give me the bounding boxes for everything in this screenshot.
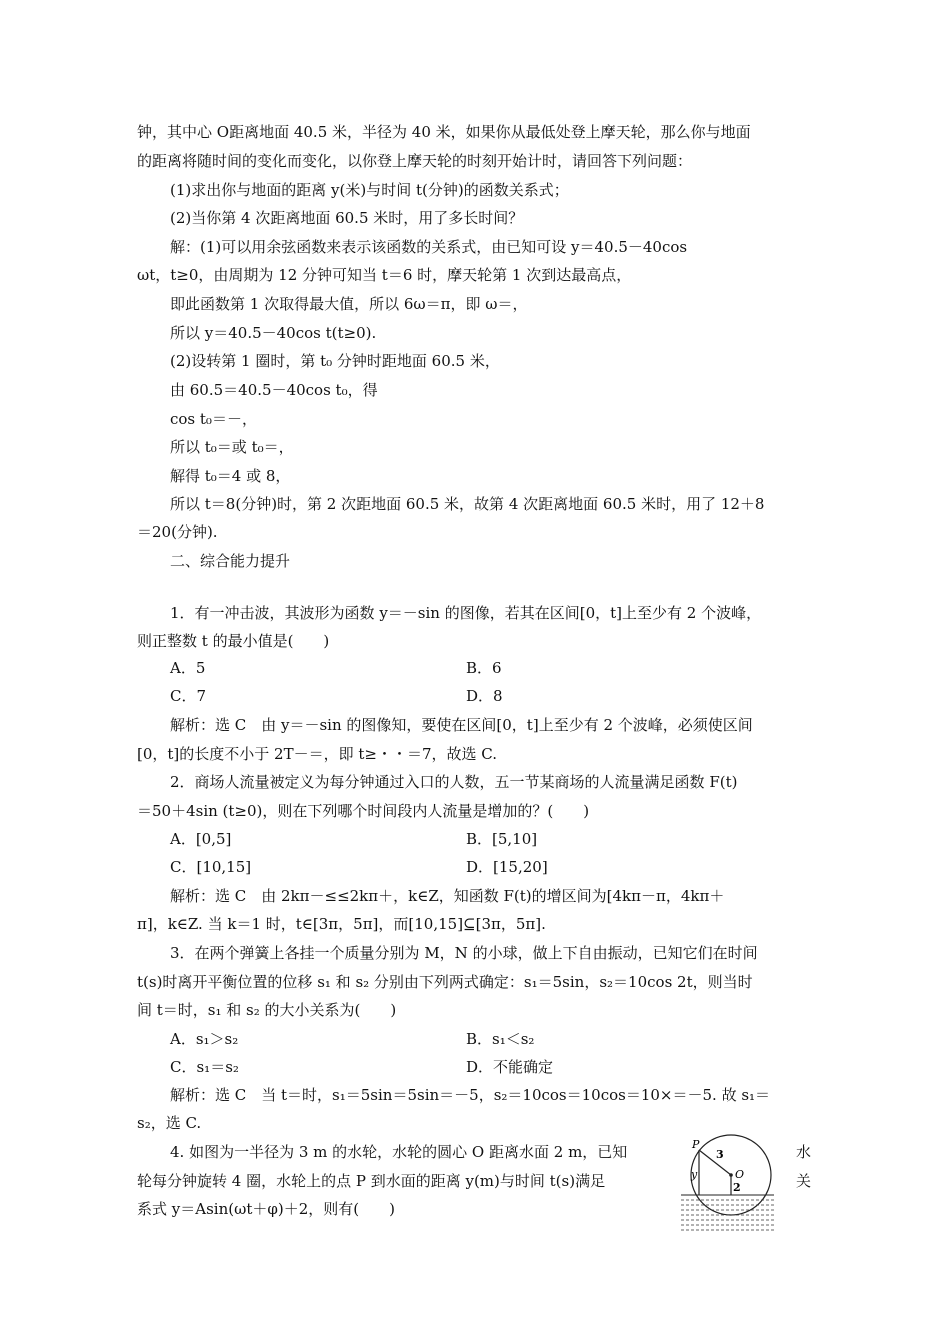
solution-line: ωt，t≥0，由周期为 12 分钟可知当 t＝6 时，摩天轮第 1 次到达最高点， (137, 266, 632, 284)
question-part-1: (1)求出你与地面的距离 y(米)与时间 t(分钟)的函数关系式； (170, 181, 569, 199)
option-b: B．s₁＜s₂ (466, 1030, 535, 1048)
analysis-line: s₂，选 C. (137, 1114, 202, 1132)
question-2: ＝50＋4sin (t≥0)，则在下列哪个时间段内人流量是增加的？( ) (137, 802, 590, 820)
question-4-wrap: 关 (796, 1172, 812, 1190)
solution-line: 解得 t₀＝4 或 8， (170, 467, 291, 485)
analysis-line: π]，k∈Z. 当 k＝1 时，t∈[3π，5π]，而[10,15]⊆[3π，5π]. (137, 915, 546, 933)
question-1: 1．有一冲击波，其波形为函数 y＝－sin 的图像，若其在区间[0，t]上至少有 2 个波峰， (170, 604, 762, 622)
label-p: P (692, 1138, 700, 1151)
question-1: 则正整数 t 的最小值是( ) (137, 632, 330, 650)
solution-line: cos t₀＝－， (170, 410, 257, 428)
water-hatch (681, 1200, 774, 1230)
question-part-2: (2)当你第 4 次距离地面 60.5 米时，用了多长时间？ (170, 209, 524, 227)
solution-line: 解：(1)可以用余弦函数来表示该函数的关系式，由已知可设 y＝40.5－40cos (170, 238, 688, 256)
solution-line: 所以 y＝40.5－40cos t(t≥0). (170, 324, 377, 342)
option-c: C．[10,15] (170, 858, 252, 876)
option-c: C．7 (170, 687, 207, 705)
center-point (729, 1173, 733, 1177)
analysis-line: [0，t]的长度不小于 2T－＝，即 t≥・・＝7，故选 C. (137, 745, 497, 763)
analysis-line: 解析：选 C 由 2kπ－≤≤2kπ＋，k∈Z，知函数 F(t)的增区间为[4kπ－π，4kπ＋ (170, 887, 725, 905)
option-d: D．8 (466, 687, 503, 705)
label-o: O (735, 1168, 745, 1181)
question-4: 4. 如图为一半径为 3 m 的水轮，水轮的圆心 O 距离水面 2 m，已知 (170, 1143, 628, 1161)
label-distance: 2 (733, 1181, 741, 1194)
question-4: 系式 y＝Asin(ωt＋φ)＋2，则有( ) (137, 1200, 395, 1218)
solution-line: 由 60.5＝40.5－40cos t₀，得 (170, 381, 378, 399)
solution-line: 所以 t₀＝或 t₀＝， (170, 438, 294, 456)
label-radius: 3 (716, 1148, 724, 1161)
question-3: t(s)时离开平衡位置的位移 s₁ 和 s₂ 分别由下列两式确定：s₁＝5sin，s₂＝10cos 2t，则当时 (137, 973, 753, 991)
question-3: 3．在两个弹簧上各挂一个质量分别为 M，N 的小球，做上下自由振动，已知它们在时间 (170, 944, 758, 962)
label-y: y (691, 1168, 698, 1181)
radius-line (699, 1150, 731, 1175)
text-line: 钟，其中心 O距离地面 40.5 米，半径为 40 米，如果你从最低处登上摩天轮，那么你与地面 (137, 123, 751, 141)
option-a: A．s₁＞s₂ (170, 1030, 239, 1048)
option-b: B．[5,10] (466, 830, 538, 848)
option-d: D．不能确定 (466, 1058, 554, 1076)
text-line: 的距离将随时间的变化而变化，以你登上摩天轮的时刻开始计时，请回答下列问题： (137, 152, 693, 170)
water-wheel-figure (676, 1128, 776, 1236)
question-2: 2．商场人流量被定义为每分钟通过入口的人数，五一节某商场的人流量满足函数 F(t) (170, 773, 738, 791)
option-c: C．s₁＝s₂ (170, 1058, 239, 1076)
option-b: B．6 (466, 659, 502, 677)
solution-line: (2)设转第 1 圈时，第 t₀ 分钟时距地面 60.5 米， (170, 352, 500, 370)
solution-line: 所以 t＝8(分钟)时，第 2 次距地面 60.5 米，故第 4 次距离地面 60.5 米时，用了 12＋8 (170, 495, 765, 513)
option-d: D．[15,20] (466, 858, 548, 876)
option-a: A．5 (170, 659, 206, 677)
solution-line: ＝20(分钟). (137, 523, 218, 541)
section-heading: 二、综合能力提升 (170, 552, 291, 570)
question-4: 轮每分钟旋转 4 圈，水轮上的点 P 到水面的距离 y(m)与时间 t(s)满足 (137, 1172, 606, 1190)
option-a: A．[0,5] (170, 830, 232, 848)
solution-line: 即此函数第 1 次取得最大值，所以 6ω＝π，即 ω＝， (170, 295, 528, 313)
analysis-line: 解析：选 C 由 y＝－sin 的图像知，要使在区间[0，t]上至少有 2 个波峰，必须使区间 (170, 716, 753, 734)
analysis-line: 解析：选 C 当 t＝时，s₁＝5sin＝5sin＝－5，s₂＝10cos＝10cos＝10×＝－5. 故 s₁＝ (170, 1086, 771, 1104)
question-4-wrap: 水 (796, 1143, 812, 1161)
question-3: 间 t＝时，s₁ 和 s₂ 的大小关系为( ) (137, 1001, 397, 1019)
